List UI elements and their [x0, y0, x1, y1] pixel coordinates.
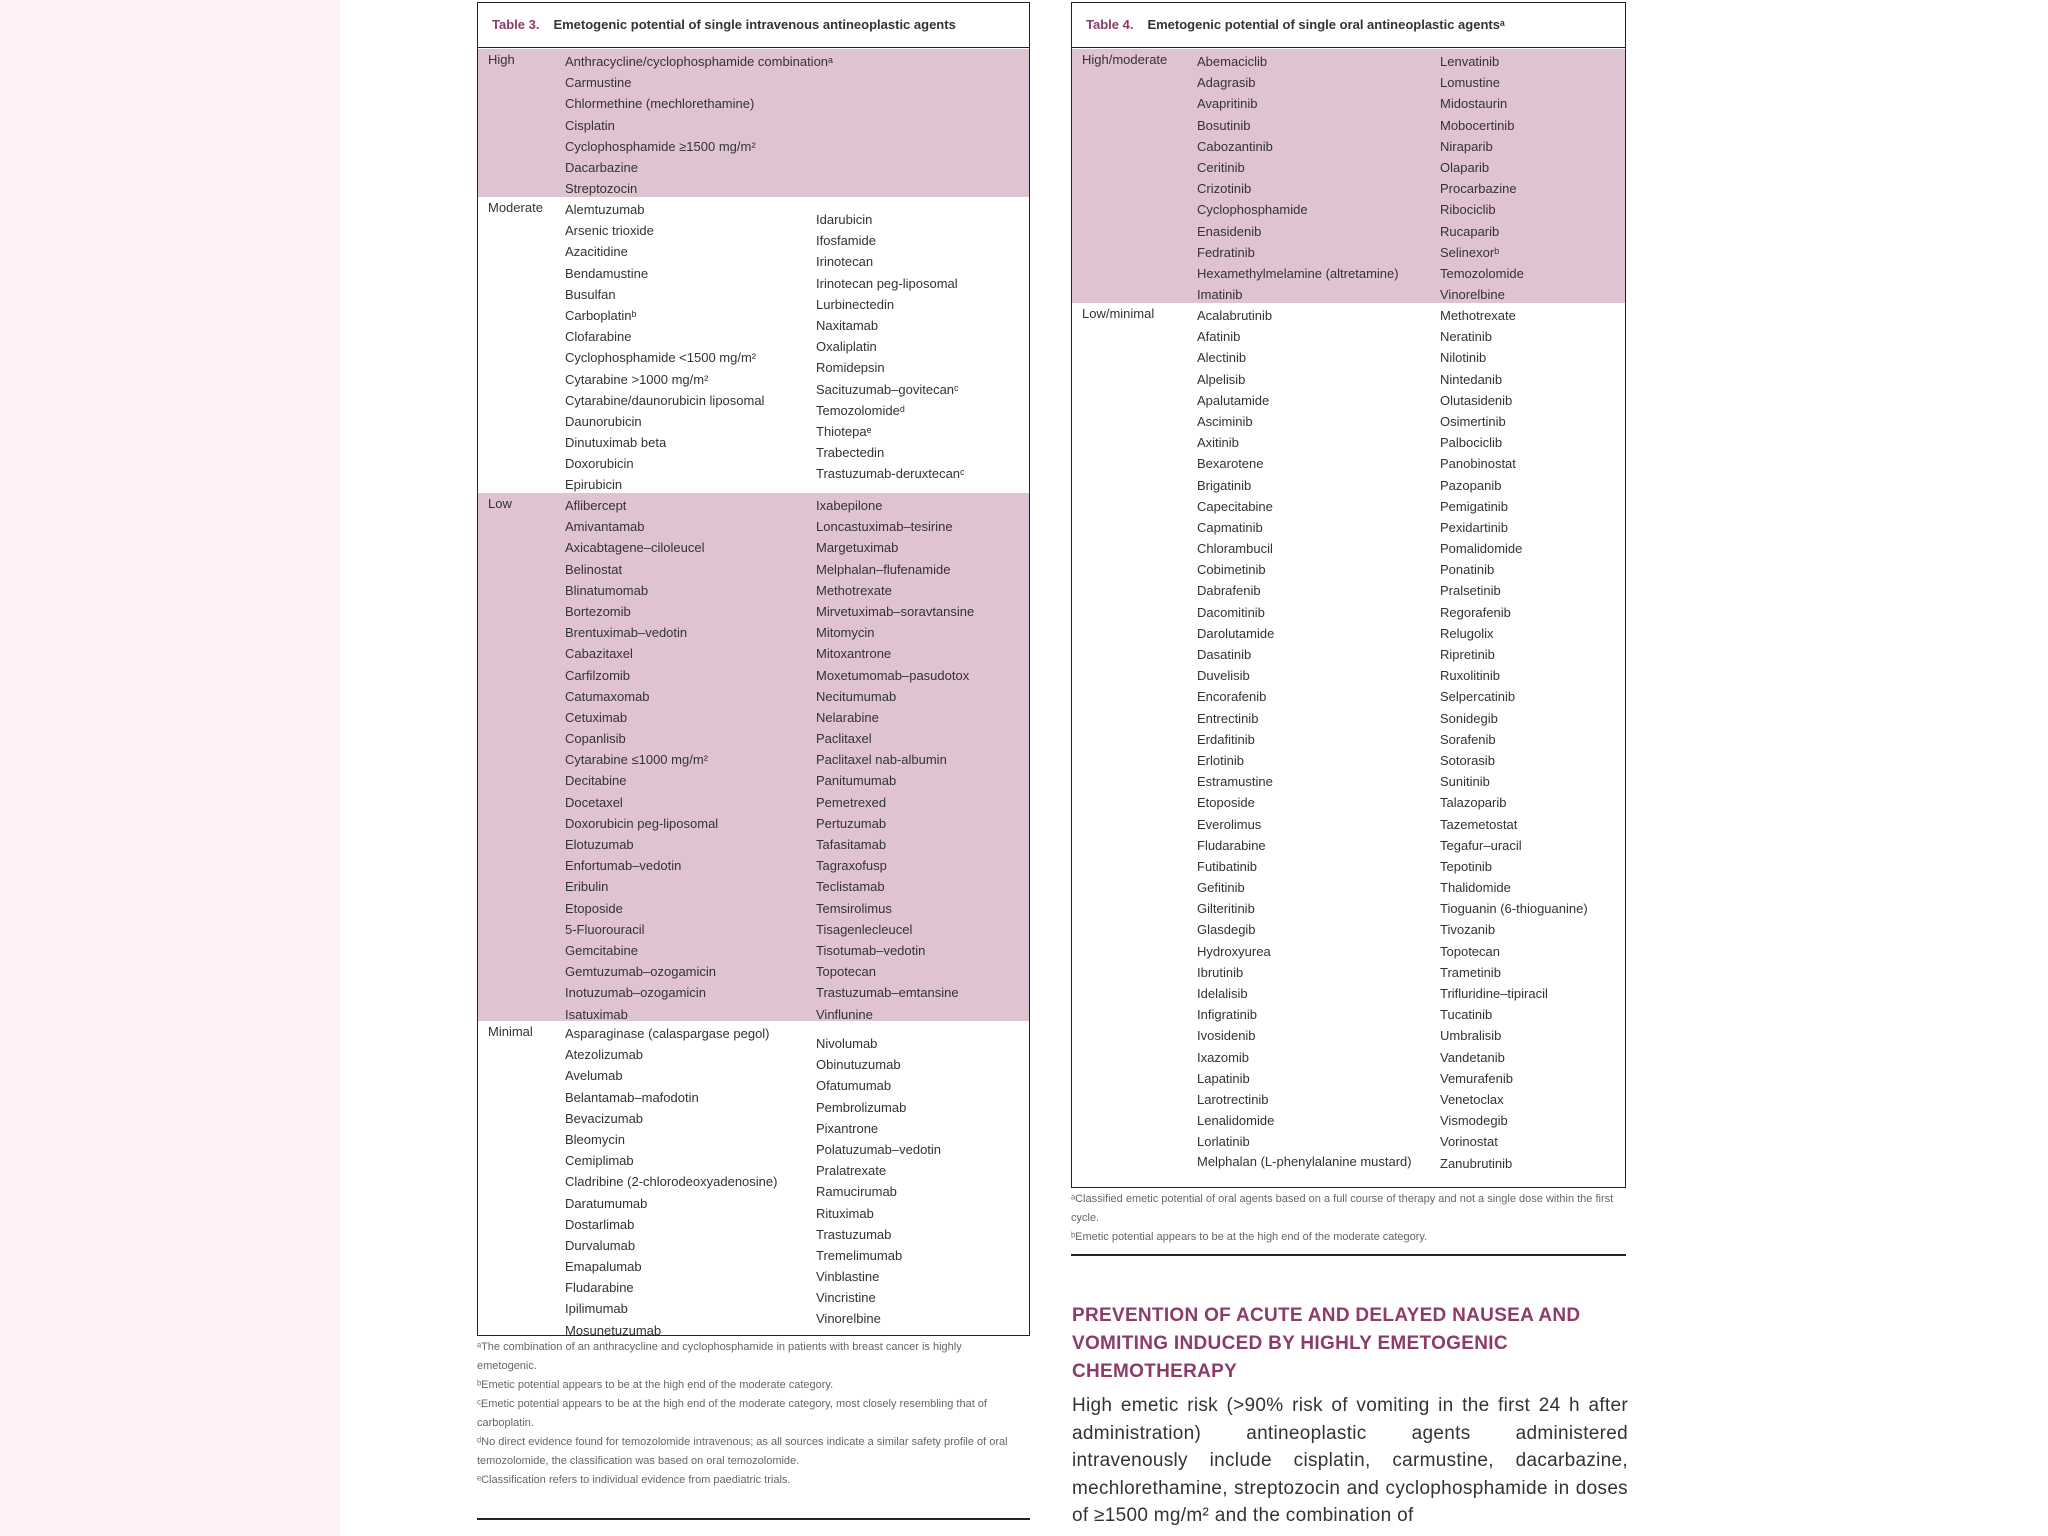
lowmin-col2: [1440, 305, 1588, 1174]
table-4-title: Emetogenic potential of single oral antineoplastic agentsᵃ: [1147, 17, 1505, 32]
drug-name: Talazoparib: [1440, 795, 1507, 811]
drug-name: Trametinib: [1440, 964, 1501, 980]
drug-name: Polatuzumab–vedotin: [816, 1141, 942, 1157]
drug-name: Cetuximab: [565, 709, 628, 725]
drug-name: Trabectedin: [816, 445, 885, 461]
drug-name: Cisplatin: [565, 117, 615, 133]
drug-name: Ipilimumab: [565, 1301, 628, 1317]
drug-name: Pralatrexate: [816, 1163, 887, 1179]
table-3-footnote-d: ᵈNo direct evidence found for temozolomide intravenous; as all sources indicate a similar safety profile of oral temozolomide, the classification was based on oral temozolomide.: [477, 1436, 1008, 1467]
drug-name: Trastuzumab-deruxtecanᶜ: [816, 466, 965, 482]
drug-name: Sorafenib: [1440, 731, 1496, 747]
drug-name: Isatuximab: [565, 1006, 628, 1022]
drug-name: Carboplatinᵇ: [565, 307, 637, 323]
drug-name: Streptozocin: [565, 181, 638, 197]
drug-name: Lapatinib: [1197, 1070, 1250, 1086]
drug-name: Azacitidine: [565, 244, 628, 260]
drug-name: Tegafur–uracil: [1440, 837, 1522, 853]
table-4-highmod-band: [1072, 49, 1625, 303]
drug-name: Carmustine: [565, 75, 632, 91]
drug-name: Pexidartinib: [1440, 519, 1508, 535]
drug-name: Docetaxel: [565, 794, 623, 810]
drug-name: Sonidegib: [1440, 710, 1498, 726]
drug-name: Bosutinib: [1197, 117, 1251, 133]
drug-name: Decitabine: [565, 773, 627, 789]
drug-name: Cytarabine ≤1000 mg/m²: [565, 752, 708, 768]
drug-name: 5-Fluorouracil: [565, 921, 645, 937]
drug-name: Everolimus: [1197, 816, 1262, 832]
drug-name: Ramucirumab: [816, 1184, 897, 1200]
drug-name: Vismodegib: [1440, 1113, 1508, 1129]
lowmin-col1: [1197, 305, 1437, 1171]
drug-name: Etoposide: [1197, 795, 1255, 811]
drug-name: Abemaciclib: [1197, 54, 1268, 69]
low-col1: [565, 495, 718, 1025]
drug-name: Tafasitamab: [816, 837, 887, 852]
drug-name: Dacomitinib: [1197, 604, 1265, 620]
table-3-footnote-rule: [477, 1518, 1030, 1520]
table-3-footnote-c: ᶜEmetic potential appears to be at the high end of the moderate category, most closely resembling that of carboplatin.: [477, 1398, 987, 1429]
drug-name: Lenvatinib: [1440, 54, 1500, 69]
drug-name: Temozolomideᵈ: [816, 402, 905, 418]
drug-name: Erdafitinib: [1197, 731, 1255, 747]
drug-name: Procarbazine: [1440, 181, 1517, 197]
drug-name: Pazopanib: [1440, 477, 1502, 493]
table-3-minimal-band: [478, 1021, 1029, 1338]
high-col1: [565, 51, 833, 199]
drug-name: Ruxolitinib: [1440, 668, 1500, 684]
drug-name: Selinexorᵇ: [1440, 244, 1500, 260]
drug-name: Anthracycline/cyclophosphamide combinationᵃ: [565, 54, 833, 69]
drug-name: Tazemetostat: [1440, 816, 1518, 832]
drug-name: Clofarabine: [565, 329, 632, 345]
drug-name: Paclitaxel nab-albumin: [816, 752, 947, 768]
drug-name: Ivosidenib: [1197, 1028, 1256, 1044]
drug-name: Lorlatinib: [1197, 1134, 1250, 1150]
drug-name: Nilotinib: [1440, 350, 1487, 366]
drug-name: Midostaurin: [1440, 96, 1508, 112]
drug-name: Durvalumab: [565, 1237, 636, 1253]
drug-name: Idelalisib: [1197, 986, 1248, 1001]
drug-name: Infigratinib: [1197, 1007, 1257, 1023]
drug-name: Vemurafenib: [1440, 1070, 1513, 1086]
drug-name: Trastuzumab–emtansine: [816, 985, 959, 1001]
drug-name: Atezolizumab: [565, 1047, 644, 1063]
drug-name: Carfilzomib: [565, 667, 631, 683]
drug-name: Rucaparib: [1440, 223, 1500, 239]
drug-name: Idarubicin: [816, 212, 873, 227]
drug-name: Pertuzumab: [816, 815, 887, 831]
drug-name: Busulfan: [565, 286, 616, 302]
drug-name: Bortezomib: [565, 603, 631, 619]
drug-name: Lomustine: [1440, 75, 1500, 91]
drug-name: Cytarabine/daunorubicin liposomal: [565, 392, 765, 408]
drug-name: Chlormethine (mechlorethamine): [565, 96, 755, 112]
category-label-low-minimal: Low/minimal: [1082, 306, 1155, 321]
drug-name: Sacituzumab–govitecanᶜ: [816, 381, 959, 397]
drug-name: Enfortumab–vedotin: [565, 858, 682, 874]
drug-name: Vandetanib: [1440, 1049, 1505, 1065]
drug-name: Gemcitabine: [565, 942, 638, 958]
table-4-lowmin-band: [1072, 303, 1625, 1183]
drug-name: Nintedanib: [1440, 371, 1503, 387]
drug-name: Selpercatinib: [1440, 689, 1516, 705]
drug-name: Romidepsin: [816, 360, 885, 376]
drug-name: Hydroxyurea: [1197, 943, 1271, 959]
drug-name: Fedratinib: [1197, 244, 1255, 260]
drug-name: Vinorelbine: [816, 1311, 881, 1327]
category-label-low: Low: [488, 496, 512, 511]
drug-name: Fludarabine: [1197, 837, 1266, 853]
drug-name: Margetuximab: [816, 540, 899, 556]
drug-name: Vinflunine: [816, 1006, 873, 1022]
drug-name: Cabozantinib: [1197, 138, 1273, 154]
drug-name: Elotuzumab: [565, 837, 634, 852]
drug-name: Doxorubicin: [565, 456, 634, 472]
drug-name: Blinatumomab: [565, 582, 649, 598]
drug-name: Capmatinib: [1197, 519, 1263, 535]
drug-name: Thiotepaᵉ: [816, 423, 872, 439]
drug-name: Lurbinectedin: [816, 296, 895, 312]
drug-name: Mosunetuzumab: [565, 1322, 662, 1338]
drug-name: Thalidomide: [1440, 880, 1511, 896]
drug-name: Ifosfamide: [816, 233, 876, 249]
drug-name: Teclistamab: [816, 879, 885, 895]
drug-name: Futibatinib: [1197, 858, 1257, 874]
drug-name: Osimertinib: [1440, 413, 1506, 429]
drug-name: Asparaginase (calaspargase pegol): [565, 1026, 770, 1041]
table-3-title: Emetogenic potential of single intravenous antineoplastic agents: [553, 17, 956, 32]
drug-name: Dinutuximab beta: [565, 435, 667, 451]
drug-name: Avelumab: [565, 1068, 623, 1084]
drug-name: Bendamustine: [565, 265, 649, 281]
drug-name: Cladribine (2-chlorodeoxyadenosine): [565, 1174, 778, 1190]
drug-name: Glasdegib: [1197, 922, 1256, 938]
minimal-col1: [565, 1023, 777, 1341]
drug-name: Belinostat: [565, 561, 623, 577]
drug-name: Mirvetuximab–soravtansine: [816, 603, 975, 619]
drug-name: Alpelisib: [1197, 371, 1246, 387]
table-3-footnotes: [477, 1338, 1017, 1490]
drug-name: Tremelimumab: [816, 1247, 903, 1263]
drug-name: Hexamethylmelamine (altretamine): [1197, 265, 1399, 281]
drug-name: Acalabrutinib: [1197, 308, 1273, 323]
drug-name: Mobocertinib: [1440, 117, 1515, 133]
drug-name: Venetoclax: [1440, 1091, 1504, 1107]
drug-name: Catumaxomab: [565, 688, 650, 704]
drug-name: Irinotecan peg-liposomal: [816, 275, 958, 291]
drug-name: Nelarabine: [816, 709, 879, 725]
section-body-text: High emetic risk (>90% risk of vomiting in the first 24 h after administration) antineoplastic agents administered intravenously include cisplatin, carmustine, dacarbazine, mechlorethamine, streptozocin and cyclophosphamide in doses of ≥1500 mg/m² and the combination of: [1072, 1395, 1628, 1526]
drug-name: Sunitinib: [1440, 774, 1490, 790]
left-margin-strip: [0, 0, 340, 1536]
drug-name: Erlotinib: [1197, 752, 1244, 768]
table-4-footnote-a: ᵃClassified emetic potential of oral agents based on a full course of therapy and not a single dose within the first cycle.: [1071, 1193, 1614, 1224]
category-label-moderate: Moderate: [488, 200, 543, 215]
drug-name: Moxetumomab–pasudotox: [816, 667, 970, 683]
drug-name: Epirubicin: [565, 477, 623, 493]
drug-name: Daunorubicin: [565, 413, 642, 429]
drug-name: Doxorubicin peg-liposomal: [565, 815, 719, 831]
drug-name: Gefitinib: [1197, 880, 1245, 896]
drug-name: Panobinostat: [1440, 456, 1516, 472]
drug-name: Trastuzumab: [816, 1226, 892, 1242]
drug-name: Topotecan: [816, 964, 876, 980]
drug-name: Emapalumab: [565, 1259, 642, 1275]
drug-name: Ribociclib: [1440, 202, 1496, 218]
low-col2: [816, 495, 974, 1025]
moderate-col1: [565, 199, 764, 496]
drug-name: Ibrutinib: [1197, 964, 1244, 980]
drug-name: Estramustine: [1197, 774, 1273, 790]
drug-name: Methotrexate: [816, 582, 892, 598]
table-3-label: Table 3.: [492, 17, 540, 32]
drug-name: Axitinib: [1197, 435, 1239, 451]
table-3-footnote-a: ᵃThe combination of an anthracycline and cyclophosphamide in patients with breast cancer is highly emetogenic.: [477, 1341, 962, 1372]
drug-name: Methotrexate: [1440, 308, 1516, 323]
drug-name: Pemigatinib: [1440, 498, 1508, 514]
drug-name: Naxitamab: [816, 317, 879, 333]
category-label-high: High: [488, 52, 515, 67]
drug-name: Sotorasib: [1440, 752, 1495, 768]
drug-name: Cyclophosphamide <1500 mg/m²: [565, 350, 757, 366]
drug-name: Duvelisib: [1197, 668, 1250, 684]
table-3-title-bar: [478, 3, 1029, 48]
drug-name: Asciminib: [1197, 413, 1253, 429]
drug-name: Brentuximab–vedotin: [565, 625, 688, 641]
drug-name: Tagraxofusp: [816, 858, 887, 874]
table-3-low-band: [478, 493, 1029, 1021]
table-3: [477, 2, 1030, 1336]
drug-name: Aflibercept: [565, 498, 627, 513]
drug-name: Palbociclib: [1440, 435, 1503, 451]
drug-name: Ripretinib: [1440, 647, 1495, 662]
drug-name: Melphalan–flufenamide: [816, 561, 951, 577]
drug-name: Apalutamide: [1197, 392, 1270, 408]
drug-name: Olaparib: [1440, 159, 1490, 175]
drug-name: Panitumumab: [816, 773, 897, 789]
drug-name: Paclitaxel: [816, 731, 872, 747]
drug-name: Gilteritinib: [1197, 901, 1255, 917]
category-label-minimal: Minimal: [488, 1024, 533, 1039]
drug-name: Ceritinib: [1197, 159, 1245, 175]
table-4-title-bar: [1072, 3, 1625, 48]
drug-name: Irinotecan: [816, 254, 874, 270]
drug-name: Necitumumab: [816, 688, 897, 704]
drug-name: Crizotinib: [1197, 181, 1252, 197]
drug-name: Pixantrone: [816, 1120, 879, 1136]
drug-name: Copanlisib: [565, 731, 626, 747]
table-3-footnote-b: ᵇEmetic potential appears to be at the high end of the moderate category.: [477, 1379, 834, 1391]
drug-name: Cobimetinib: [1197, 562, 1266, 578]
drug-name: Enasidenib: [1197, 223, 1262, 239]
drug-name: Ponatinib: [1440, 562, 1495, 578]
drug-name: Tucatinib: [1440, 1007, 1493, 1023]
drug-name: Vincristine: [816, 1290, 876, 1306]
drug-name: Mitoxantrone: [816, 646, 892, 662]
drug-name: Umbralisib: [1440, 1028, 1502, 1044]
drug-name: Fludarabine: [565, 1280, 634, 1296]
drug-name: Vorinostat: [1440, 1134, 1498, 1150]
drug-name: Loncastuximab–tesirine: [816, 519, 953, 535]
drug-name: Obinutuzumab: [816, 1057, 901, 1073]
section-heading: PREVENTION OF ACUTE AND DELAYED NAUSEA AND VOMITING INDUCED BY HIGHLY EMETOGENIC CHEMOTHERAPY: [1072, 1305, 1581, 1382]
drug-name: Gemtuzumab–ozogamicin: [565, 964, 717, 980]
drug-name: Dostarlimab: [565, 1216, 635, 1232]
drug-name: Dacarbazine: [565, 159, 638, 175]
drug-name: Larotrectinib: [1197, 1091, 1269, 1107]
minimal-col2: [816, 1033, 941, 1330]
drug-name: Bleomycin: [565, 1131, 625, 1147]
drug-name: Relugolix: [1440, 625, 1494, 641]
table-4: [1071, 2, 1626, 1188]
drug-name: Arsenic trioxide: [565, 223, 654, 239]
drug-name: Ofatumumab: [816, 1078, 892, 1094]
drug-name: Dabrafenib: [1197, 583, 1261, 599]
highmod-col1: [1197, 51, 1399, 305]
drug-name: Olutasidenib: [1440, 392, 1513, 408]
drug-name: Bexarotene: [1197, 456, 1264, 472]
drug-name: Bevacizumab: [565, 1110, 644, 1126]
drug-name: Darolutamide: [1197, 625, 1275, 641]
drug-name: Tioguanin (6-thioguanine): [1440, 901, 1588, 917]
drug-name: Nivolumab: [816, 1036, 878, 1051]
drug-name: Cyclophosphamide: [1197, 202, 1308, 218]
drug-name: Pemetrexed: [816, 794, 887, 810]
drug-name: Inotuzumab–ozogamicin: [565, 985, 706, 1001]
moderate-col2: [816, 209, 965, 484]
table-3-moderate-band: [478, 197, 1029, 493]
drug-name: Brigatinib: [1197, 477, 1252, 493]
drug-name: Ixabepilone: [816, 498, 883, 513]
drug-name: Niraparib: [1440, 138, 1493, 154]
drug-name: Axicabtagene–ciloleucel: [565, 540, 705, 556]
drug-name: Alemtuzumab: [565, 202, 645, 217]
drug-name: Oxaliplatin: [816, 339, 877, 355]
drug-name: Cyclophosphamide ≥1500 mg/m²: [565, 138, 756, 154]
drug-name: Rituximab: [816, 1205, 874, 1221]
table-4-footnotes: [1071, 1190, 1621, 1247]
drug-name: Alectinib: [1197, 350, 1247, 366]
drug-name: Tisagenlecleucel: [816, 921, 913, 937]
drug-name: Capecitabine: [1197, 498, 1273, 514]
table-4-footnote-b: ᵇEmetic potential appears to be at the high end of the moderate category.: [1071, 1231, 1428, 1243]
drug-name: Avapritinib: [1197, 96, 1258, 112]
drug-name: Temsirolimus: [816, 900, 892, 916]
drug-name: Daratumumab: [565, 1195, 648, 1211]
table-4-label: Table 4.: [1086, 17, 1134, 32]
drug-name: Lenalidomide: [1197, 1113, 1275, 1129]
drug-name: Dasatinib: [1197, 647, 1252, 662]
drug-name: Regorafenib: [1440, 604, 1511, 620]
drug-name: Imatinib: [1197, 287, 1243, 303]
drug-name: Temozolomide: [1440, 265, 1524, 281]
table-4-footnote-rule: [1071, 1254, 1626, 1256]
drug-name: Tepotinib: [1440, 858, 1493, 874]
drug-name: Amivantamab: [565, 519, 645, 535]
drug-name: Adagrasib: [1197, 75, 1256, 91]
drug-name: Tivozanib: [1440, 922, 1496, 938]
drug-name: Belantamab–mafodotin: [565, 1089, 699, 1105]
drug-name: Trifluridine–tipiracil: [1440, 986, 1548, 1001]
drug-name: Mitomycin: [816, 625, 875, 641]
drug-name: Cytarabine >1000 mg/m²: [565, 371, 709, 387]
drug-name: Entrectinib: [1197, 710, 1259, 726]
drug-name: Tisotumab–vedotin: [816, 942, 926, 958]
drug-name: Neratinib: [1440, 329, 1493, 345]
drug-name: Pomalidomide: [1440, 541, 1523, 557]
drug-name: Cabazitaxel: [565, 646, 633, 662]
drug-name: Zanubrutinib: [1440, 1155, 1513, 1171]
category-label-high-moderate: High/moderate: [1082, 52, 1168, 67]
highmod-col2: [1440, 51, 1524, 305]
drug-name: Ixazomib: [1197, 1049, 1250, 1065]
drug-name: Eribulin: [565, 879, 609, 895]
table-3-footnote-e: ᵉClassification refers to individual evidence from paediatric trials.: [477, 1474, 791, 1486]
drug-name: Melphalan (L-phenylalanine mustard): [1197, 1153, 1412, 1169]
table-3-high-band: [478, 49, 1029, 197]
drug-name: Vinblastine: [816, 1269, 880, 1285]
drug-name: Pralsetinib: [1440, 583, 1501, 599]
drug-name: Chlorambucil: [1197, 541, 1273, 557]
drug-name: Afatinib: [1197, 329, 1241, 345]
drug-name: Topotecan: [1440, 943, 1500, 959]
drug-name: Cemiplimab: [565, 1153, 634, 1169]
drug-name: Pembrolizumab: [816, 1099, 907, 1115]
drug-name: Etoposide: [565, 900, 623, 916]
drug-name: Encorafenib: [1197, 689, 1267, 705]
drug-name: Vinorelbine: [1440, 287, 1505, 303]
